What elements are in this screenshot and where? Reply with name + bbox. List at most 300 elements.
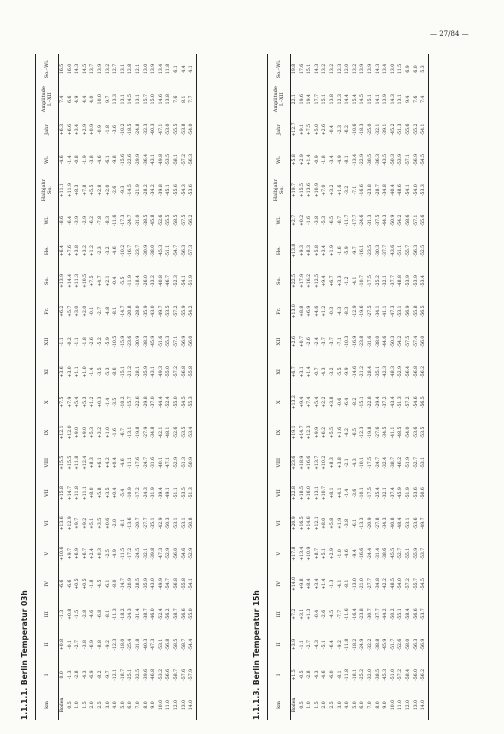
value-cell: -17.5 — [367, 275, 373, 287]
value-cell: -16.9 — [352, 335, 358, 348]
value-cell: 6.6 — [67, 95, 73, 103]
value-cell: -22.8 — [367, 396, 373, 409]
column-label: III — [276, 611, 282, 618]
value-cell: -54.5 — [181, 396, 187, 409]
value-cell: -4.1 — [337, 579, 343, 589]
value-cell: -39.1 — [383, 123, 389, 136]
value-cell: -54.0 — [398, 578, 404, 590]
value-cell: -1.6 — [337, 246, 343, 256]
table-row — [143, 54, 151, 720]
column-label: XII — [44, 337, 50, 346]
value-cell: +8.3 — [329, 457, 335, 469]
value-cell: 13.9 — [383, 94, 389, 105]
value-cell: -24.7 — [375, 456, 381, 469]
value-cell: -0.8 — [75, 155, 81, 165]
value-cell: -45.9 — [398, 487, 404, 499]
value-cell: -45.8 — [151, 214, 157, 227]
value-cell: +9.1 — [299, 123, 305, 136]
value-cell: -4.3 — [314, 640, 320, 649]
value-cell: -58.6 — [405, 214, 411, 227]
value-cell: -28.1 — [135, 366, 141, 378]
value-cell: -56.0 — [420, 326, 428, 356]
altitude-cell: 4.0 — [113, 701, 119, 709]
value-cell: +10.9 — [314, 183, 320, 198]
column-label: VI — [276, 520, 282, 527]
value-cell: -6.4 — [329, 640, 335, 649]
table-body — [291, 54, 429, 720]
value-cell: 7.4 — [420, 84, 428, 114]
value-cell: +3.8 — [75, 245, 81, 257]
value-cell: -3.8 — [345, 518, 351, 528]
column-label: IV — [276, 581, 282, 587]
value-cell: -31.4 — [135, 608, 141, 621]
value-cell: -20.9 — [128, 578, 134, 590]
value-cell: -52.6 — [398, 638, 404, 651]
value-cell: -8.1 — [337, 670, 343, 680]
value-cell: +0.5 — [75, 578, 81, 590]
table-row — [344, 54, 352, 720]
column-label: V — [276, 551, 282, 556]
value-cell: +8.7 — [314, 548, 320, 560]
value-cell: -4.8 — [105, 306, 111, 316]
value-cell: +19.7 — [292, 183, 297, 198]
altitude-cell: 12.0 — [173, 699, 179, 711]
value-cell: -57.2 — [173, 305, 179, 318]
value-cell: 9.7 — [105, 95, 111, 103]
value-cell: +13.4 — [299, 546, 305, 561]
value-cell: -48.5 — [398, 426, 404, 439]
value-cell: 19.8 — [292, 63, 297, 75]
value-cell: -21.2 — [128, 366, 134, 378]
value-cell: -38.7 — [390, 456, 396, 469]
value-cell: 13.2 — [352, 63, 358, 75]
value-cell: -53.6 — [413, 426, 419, 439]
column-label: I.–XII — [279, 92, 285, 106]
value-cell: -44.6 — [383, 335, 389, 348]
value-cell: -58.7 — [173, 608, 179, 621]
value-cell: -6.9 — [90, 670, 96, 680]
value-cell: -4.5 — [97, 579, 103, 589]
value-cell: -1.8 — [90, 579, 96, 589]
value-cell: 19.4 — [307, 94, 313, 105]
altitude-cell: 11.0 — [166, 699, 172, 711]
column-label: I — [44, 673, 50, 676]
value-cell: -24.3 — [128, 608, 134, 621]
altitude-cell: 1.5 — [82, 701, 88, 709]
value-cell: -32.1 — [383, 275, 389, 287]
table-header — [268, 54, 291, 720]
value-cell: -27.6 — [375, 426, 381, 439]
column-group-label: Halbjahr — [41, 178, 47, 202]
column-header — [268, 114, 291, 144]
value-cell: -38.5 — [375, 668, 381, 681]
value-cell: -3.9 — [75, 215, 81, 225]
value-cell: -44.4 — [158, 396, 164, 409]
value-cell: +10.2 — [322, 455, 328, 470]
value-cell: +12.1 — [314, 516, 320, 531]
value-cell: -6.5 — [329, 215, 335, 225]
value-cell: -8.2 — [352, 397, 358, 407]
value-cell: +22.8 — [292, 486, 297, 501]
value-cell: -1.0 — [337, 549, 343, 559]
value-cell: +2.8 — [97, 184, 103, 196]
altitude-cell: 12.0 — [405, 699, 411, 711]
value-cell: -9.8 — [113, 155, 119, 165]
value-cell: +6.6 — [67, 123, 73, 136]
value-cell: -34.8 — [151, 426, 157, 439]
value-cell: -34.8 — [383, 184, 389, 196]
value-cell: 0.0 — [60, 671, 65, 679]
value-cell: -45.2 — [390, 123, 396, 136]
value-cell: -41.1 — [390, 426, 396, 439]
value-cell: 13.2 — [329, 63, 335, 75]
value-cell: -0.4 — [113, 276, 119, 286]
value-cell: -55.6 — [405, 123, 411, 136]
column-header — [268, 690, 291, 720]
value-cell: +13.6 — [307, 183, 313, 198]
value-cell: +5.8 — [97, 487, 103, 499]
value-cell: -7.8 — [97, 215, 103, 225]
value-cell: 14.3 — [375, 63, 381, 75]
table-row — [74, 54, 82, 720]
value-cell: +8.3 — [90, 457, 96, 469]
value-cell: -46.7 — [166, 275, 172, 287]
value-cell: -23.8 — [367, 184, 373, 196]
value-cell: -52.3 — [173, 275, 179, 287]
value-cell: -0.4 — [314, 609, 320, 619]
value-cell: -19.8 — [135, 426, 141, 439]
value-cell: -46.0 — [151, 608, 157, 621]
value-cell: +0.5 — [82, 578, 88, 590]
table-title: 1.1.1.3. Berlin Temperatur 15h — [252, 590, 261, 720]
column-header — [268, 448, 291, 478]
value-cell: -2.6 — [307, 337, 313, 347]
value-cell: -2.9 — [82, 215, 88, 225]
value-cell: 13.1 — [398, 94, 404, 105]
value-cell: -0.3 — [329, 306, 335, 316]
value-cell: -40.4 — [390, 184, 396, 196]
value-cell: +0.7 — [299, 336, 305, 348]
value-cell: +5.8 — [329, 517, 335, 529]
value-cell: -1.3 — [60, 609, 65, 619]
value-cell: -46.8 — [151, 668, 157, 681]
table-block-03h — [20, 56, 197, 720]
column-header — [36, 236, 59, 266]
value-cell: -14.5 — [128, 184, 134, 196]
value-cell: +3.4 — [75, 123, 81, 136]
value-cell: -48.5 — [390, 578, 396, 590]
value-cell: -58.5 — [173, 638, 179, 651]
table-title: 1.1.1.1. Berlin Temperatur 03h — [20, 590, 29, 720]
value-cell: -46.2 — [398, 456, 404, 469]
value-cell: -40.8 — [390, 517, 396, 530]
value-cell: -47.1 — [158, 123, 164, 136]
column-label: VII — [276, 489, 282, 497]
value-cell: -52.4 — [158, 608, 164, 621]
value-cell: -49.7 — [420, 508, 428, 538]
value-cell: +6.9 — [307, 305, 313, 317]
value-cell: +12.0 — [67, 425, 73, 440]
column-group-label: Amplitude — [41, 86, 47, 113]
value-cell: -8.6 — [113, 367, 119, 377]
value-cell: -32.5 — [135, 668, 141, 681]
value-cell: -54.0 — [188, 114, 196, 144]
value-cell: -54.7 — [166, 578, 172, 590]
table-row — [291, 54, 299, 720]
value-cell: +13.9 — [60, 273, 65, 289]
value-cell: +2.0 — [82, 305, 88, 317]
value-cell: -23.7 — [135, 244, 141, 257]
value-cell: 13.7 — [90, 63, 96, 75]
value-cell: -53.6 — [413, 517, 419, 530]
altitude-cell: 13.0 — [413, 699, 419, 711]
value-cell: 6.0 — [413, 65, 419, 73]
table-row — [420, 54, 428, 720]
column-header — [36, 175, 59, 205]
value-cell: -5.9 — [105, 337, 111, 347]
value-cell: -11.9 — [128, 275, 134, 287]
value-cell: -48.8 — [398, 275, 404, 287]
value-cell: +5.3 — [82, 396, 88, 408]
value-cell: -55.9 — [413, 547, 419, 560]
value-cell: +1.4 — [307, 366, 313, 378]
value-cell: -4.3 — [337, 306, 343, 316]
column-header — [36, 690, 59, 720]
value-cell: 13.1 — [120, 94, 126, 105]
value-cell: -35.1 — [151, 517, 157, 530]
value-cell: -2.1 — [345, 458, 351, 468]
value-cell: -40.8 — [158, 275, 164, 287]
value-cell: -58.4 — [405, 608, 411, 621]
value-cell: -56.4 — [405, 366, 411, 378]
value-cell: -47.3 — [151, 638, 157, 651]
value-cell: -18.4 — [135, 275, 141, 287]
value-cell: -58.5 — [173, 214, 179, 227]
column-label: XI — [44, 369, 50, 375]
column-header — [268, 629, 291, 659]
altitude-cell: 2.0 — [322, 701, 328, 709]
value-cell: +1.6 — [337, 426, 343, 439]
value-cell: +16.5 — [299, 516, 305, 531]
column-header — [36, 417, 59, 447]
value-cell: +15.8 — [60, 486, 65, 501]
value-cell: -54.4 — [188, 629, 196, 659]
value-cell: -53.8 — [181, 123, 187, 136]
altitude-cell: 4.0 — [345, 701, 351, 709]
value-cell: -4.6 — [90, 609, 96, 619]
value-cell: -23.6 — [128, 335, 134, 348]
value-cell: -18.2 — [352, 638, 358, 651]
column-header — [36, 205, 59, 235]
value-cell: +13.0 — [292, 304, 297, 319]
value-cell: -31.9 — [151, 487, 157, 499]
value-cell: -0.2 — [67, 337, 73, 347]
column-header — [36, 114, 59, 144]
value-cell: -3.6 — [352, 488, 358, 498]
value-cell: +12.4 — [82, 455, 88, 470]
value-cell: 7.6 — [173, 95, 179, 103]
table-row — [299, 54, 307, 720]
value-cell: -51.3 — [398, 123, 404, 136]
value-cell: 14.6 — [158, 94, 164, 105]
value-cell: -23.8 — [360, 608, 366, 621]
value-cell: -40.1 — [158, 456, 164, 469]
value-cell: -17.6 — [135, 456, 141, 469]
value-cell: +3.1 — [299, 366, 305, 378]
column-header — [268, 417, 291, 447]
column-label: km — [44, 701, 50, 709]
value-cell: 12.7 — [113, 63, 119, 75]
value-cell: -19.6 — [360, 305, 366, 318]
value-cell: -11.7 — [345, 214, 351, 227]
value-cell: -53.6 — [188, 175, 196, 205]
value-cell: -28.0 — [135, 305, 141, 318]
value-cell: +4.1 — [337, 487, 343, 499]
value-cell: -13.6 — [128, 517, 134, 530]
value-cell: -1.4 — [105, 397, 111, 407]
value-cell: -56.8 — [166, 638, 172, 651]
value-cell: -3.2 — [345, 185, 351, 195]
value-cell: -2.3 — [337, 125, 343, 134]
value-cell: -0.6 — [337, 397, 343, 407]
value-cell: +4.2 — [105, 457, 111, 469]
value-cell: -36.3 — [375, 153, 381, 166]
value-cell: -51.9 — [188, 266, 196, 296]
value-cell: 13.2 — [105, 63, 111, 75]
value-cell: +2.0 — [105, 184, 111, 196]
value-cell: +1.6 — [337, 184, 343, 196]
value-cell: -52.5 — [420, 236, 428, 266]
value-cell: -8.1 — [345, 579, 351, 589]
value-cell: +6.3 — [60, 123, 65, 136]
value-cell: -53.5 — [181, 426, 187, 439]
column-group-label: Amplitude — [273, 86, 279, 113]
value-cell: -55.5 — [173, 123, 179, 136]
value-cell: -51.7 — [390, 638, 396, 651]
value-cell: -0.9 — [97, 125, 103, 134]
value-cell: -3.4 — [329, 155, 335, 165]
value-cell: -38.0 — [375, 335, 381, 348]
value-cell: +7.2 — [292, 608, 297, 620]
column-label: I.–XII — [47, 92, 53, 106]
value-cell: -0.7 — [314, 367, 320, 377]
column-header — [268, 539, 291, 569]
value-cell: +5.1 — [90, 517, 96, 529]
value-cell: -57.2 — [405, 578, 411, 590]
value-cell: +7.4 — [307, 396, 313, 408]
value-cell: -25.0 — [367, 123, 373, 136]
value-cell: -35.1 — [375, 366, 381, 378]
altitude-cell: 0.5 — [67, 701, 73, 709]
value-cell: -53.2 — [158, 668, 164, 681]
value-cell: -4.6 — [97, 155, 103, 165]
value-cell: +3.5 — [105, 487, 111, 499]
value-cell: -53.1 — [173, 517, 179, 530]
value-cell: 4.1 — [188, 54, 196, 84]
column-header — [268, 205, 291, 235]
value-cell: +1.2 — [322, 305, 328, 317]
value-cell: 14.5 — [82, 63, 88, 75]
value-cell: -25.4 — [128, 638, 134, 651]
value-cell: -50.9 — [188, 448, 196, 478]
value-cell: -43.0 — [151, 578, 157, 590]
value-cell: +7.8 — [82, 184, 88, 196]
value-cell: -8.1 — [345, 155, 351, 165]
table-row — [413, 54, 421, 720]
column-header — [268, 478, 291, 508]
column-header — [268, 175, 291, 205]
value-cell: +17.9 — [299, 273, 305, 289]
value-cell: -4.3 — [82, 670, 88, 680]
value-cell: 22.1 — [292, 94, 297, 105]
value-cell: -28.5 — [135, 578, 141, 590]
value-cell: -9.9 — [345, 367, 351, 377]
value-cell: -58.1 — [173, 153, 179, 166]
value-cell: -53.9 — [405, 275, 411, 287]
value-cell: -4.2 — [345, 428, 351, 437]
value-cell: 4.9 — [75, 95, 81, 103]
value-cell: -55.8 — [413, 305, 419, 318]
value-cell: -52.9 — [173, 456, 179, 469]
value-cell: -57.4 — [413, 335, 419, 348]
value-cell: -11.6 — [113, 214, 119, 227]
value-cell: -38.5 — [143, 214, 149, 227]
table-row — [135, 54, 143, 720]
value-cell: -54.1 — [420, 114, 428, 144]
value-cell: -54.1 — [405, 184, 411, 196]
table-row — [158, 54, 166, 720]
value-cell: -52.4 — [166, 396, 172, 409]
value-cell: +3.6 — [60, 366, 65, 378]
value-cell: +2.1 — [105, 275, 111, 287]
value-cell: -24.7 — [143, 456, 149, 469]
value-cell: +15.5 — [299, 183, 305, 198]
column-label: II — [44, 642, 50, 647]
value-cell: -24.6 — [360, 214, 366, 227]
value-cell: -4.3 — [314, 670, 320, 680]
value-cell: +14.7 — [67, 486, 73, 501]
value-cell: -57.2 — [181, 153, 187, 166]
value-cell: -21.0 — [360, 578, 366, 590]
value-cell: 13.4 — [158, 63, 164, 75]
value-cell: +11.9 — [67, 183, 73, 198]
table-row — [89, 54, 97, 720]
value-cell: -56.9 — [420, 629, 428, 659]
value-cell: -1.8 — [105, 125, 111, 134]
value-cell: 13.1 — [135, 94, 141, 105]
value-cell: -16.6 — [360, 547, 366, 560]
column-header — [36, 296, 59, 326]
value-cell: -53.4 — [188, 417, 196, 447]
value-cell: -45.3 — [383, 668, 389, 681]
value-cell: +5.3 — [90, 426, 96, 439]
value-cell: -56.5 — [420, 296, 428, 326]
value-cell: -38.0 — [151, 244, 157, 257]
altitude-cell: 6.0 — [128, 701, 134, 709]
column-label: VI — [44, 520, 50, 527]
value-cell: +14.0 — [292, 576, 297, 591]
value-cell: +6.9 — [75, 548, 81, 560]
value-cell: -24.3 — [143, 487, 149, 499]
value-cell: -3.8 — [82, 640, 88, 649]
column-header — [268, 599, 291, 629]
value-cell: 13.8 — [166, 94, 172, 105]
value-cell: -30.3 — [375, 244, 381, 257]
value-cell: -24.8 — [135, 123, 141, 136]
value-cell: +6.2 — [322, 426, 328, 439]
table-row — [59, 54, 67, 720]
altitude-cell: 5.0 — [120, 701, 126, 709]
